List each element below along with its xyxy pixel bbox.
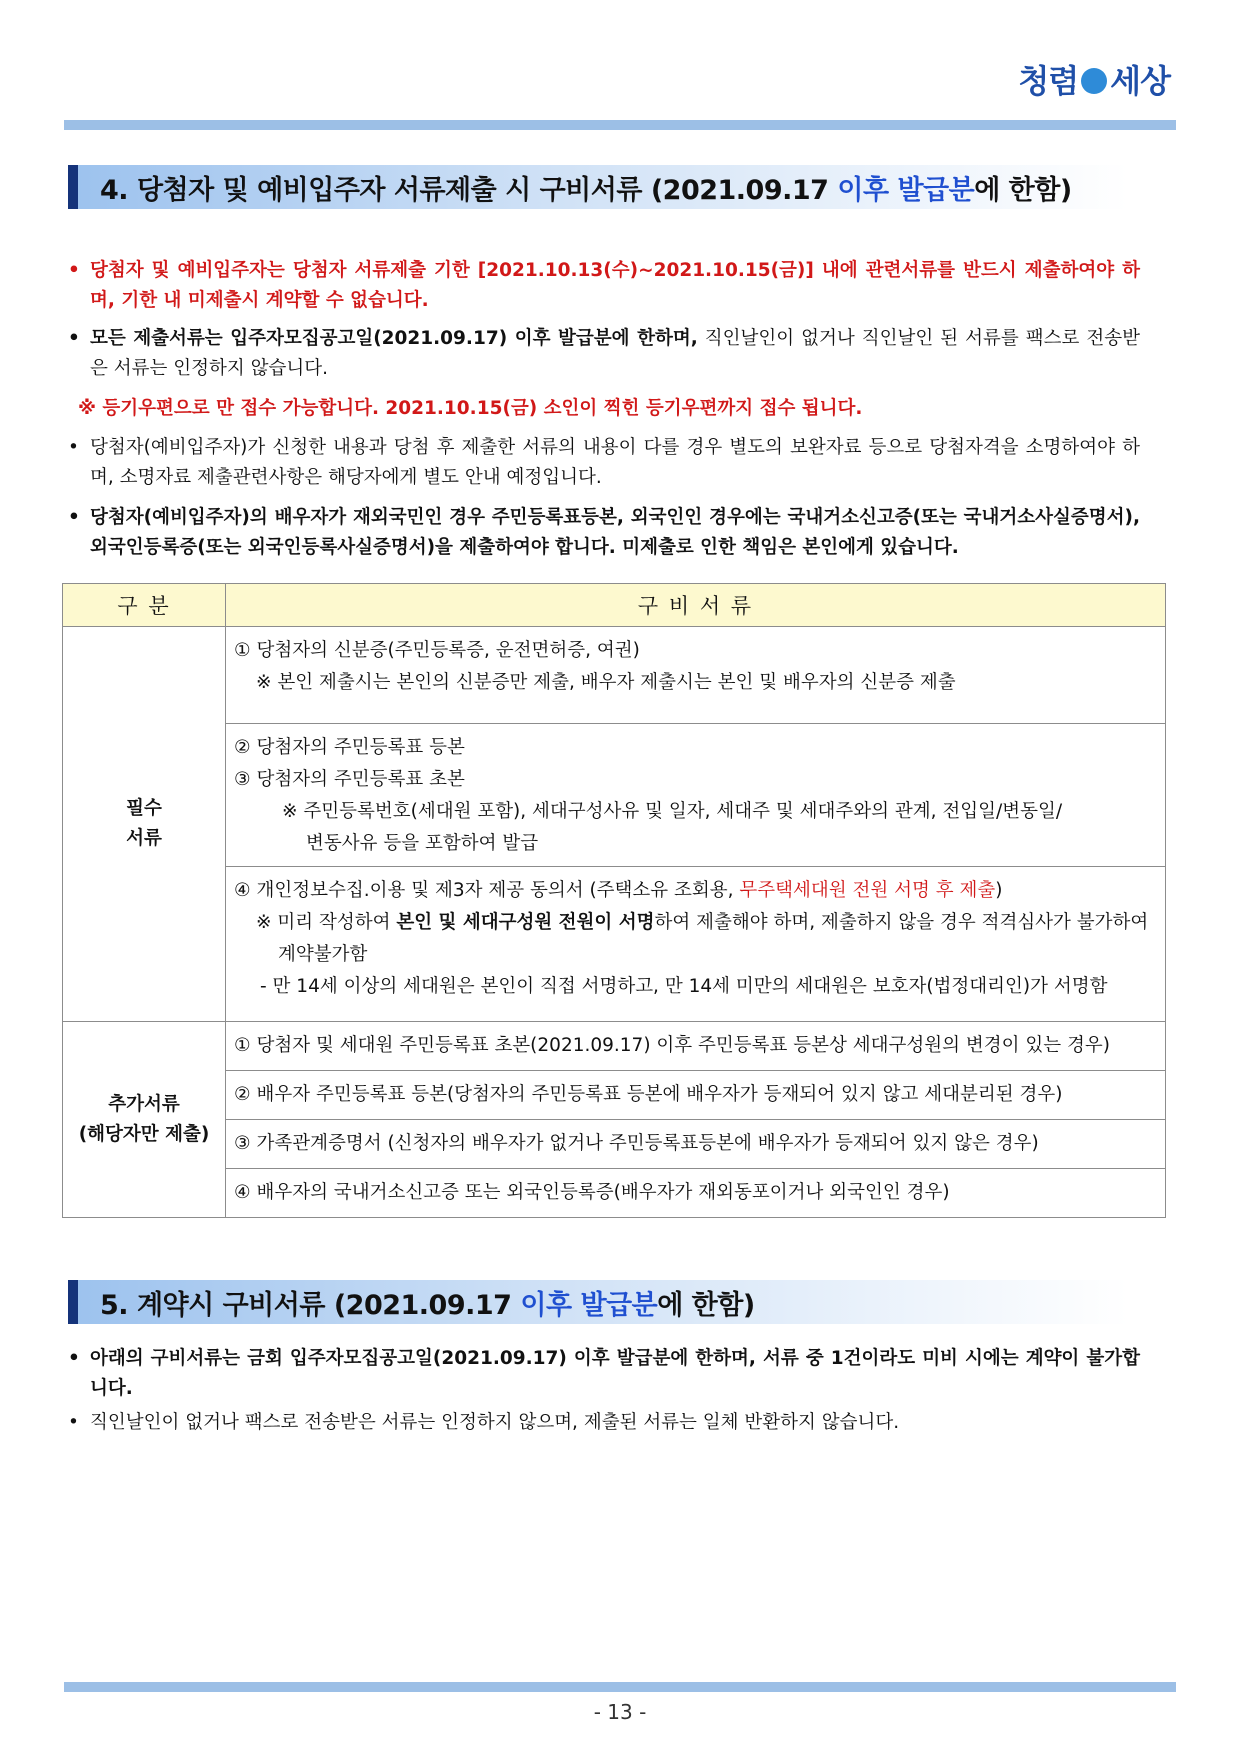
additional-row-4: ④ 배우자의 국내거소신고증 또는 외국인등록증(배우자가 재외동포이거나 외국인인 경우) bbox=[226, 1169, 1166, 1218]
bullet-contract-docs: • 아래의 구비서류는 금회 입주자모집공고일(2021.09.17) 이후 발급분에 한하며, 서류 중 1건이라도 미비 시에는 계약이 불가합니다. bbox=[68, 1344, 1140, 1404]
section-4-heading bbox=[68, 165, 1128, 209]
bullet-no-return-text: 직인날인이 없거나 팩스로 전송받은 서류는 인정하지 않으며, 제출된 서류는 일체 반환하지 않습니다. bbox=[90, 1412, 900, 1433]
table-row bbox=[63, 627, 1166, 724]
bottom-divider bbox=[64, 1682, 1176, 1692]
note-registered-mail bbox=[68, 394, 1140, 424]
required-category: 필수 서류 bbox=[63, 627, 226, 1022]
bullet-discrepancy-text: 당첨자(예비입주자)가 신청한 내용과 당첨 후 제출한 서류의 내용이 다를 경우 별도의 보완자료 등으로 당첨자격을 소명하여야 하며, 소명자료 제출관련사항은 해당자에게 별도 안내 예정입니다. bbox=[90, 437, 1140, 488]
required-consent-cell: ④ 개인정보수집.이용 및 제3자 제공 동의서 (주택소유 조회용, 무주택세대원 전원 서명 후 제출) ※ 미리 작성하여 본인 및 세대구성원 전원이 서명하여 제출해야 하며, 제출하지 않을 경우 적격심사가 불가하여 계약불가함 - 만 14세 이상의 세대원은 본인이 직접 서명하고, 만 14세 미만의 세대원은 보호자(법정대리인)가 서명함 bbox=[226, 867, 1166, 1022]
page-number: - 13 - bbox=[593, 1700, 647, 1724]
section-5-heading bbox=[68, 1280, 1128, 1324]
bullet-spouse-documents-text: 당첨자(예비입주자)의 배우자가 재외국민인 경우 주민등록표등본, 외국인인 경우에는 국내거소신고증(또는 국내거소사실증명서), 외국인등록증(또는 외국인등록사실증명서)을 제출하여야 합니다. 미제출로 인한 책임은 본인에게 있습니다. bbox=[90, 507, 1140, 558]
bullet-contract-docs-text: 아래의 구비서류는 금회 입주자모집공고일(2021.09.17) 이후 발급분에 한하며, 서류 중 1건이라도 미비 시에는 계약이 불가합니다. bbox=[90, 1348, 1140, 1399]
logo-text-b: 세상 bbox=[1110, 62, 1170, 100]
top-divider bbox=[64, 120, 1176, 130]
table-row bbox=[63, 1120, 1166, 1169]
heading-marker bbox=[68, 165, 78, 209]
logo-mark-icon bbox=[1081, 68, 1107, 94]
section-5-title: 5. 계약시 구비서류 (2021.09.17 이후 발급분에 한함) bbox=[100, 1289, 755, 1321]
header-documents: 구 비 서 류 bbox=[226, 584, 1166, 627]
table-row bbox=[63, 1071, 1166, 1120]
bullet-issue-date-text: 모든 제출서류는 입주자모집공고일(2021.09.17) 이후 발급분에 한하며, 직인날인이 없거나 직인날인 된 서류를 팩스로 전송받은 서류는 인정하지 않습니다. bbox=[90, 328, 1140, 379]
bullet-spouse-documents: • 당첨자(예비입주자)의 배우자가 재외국민인 경우 주민등록표등본, 외국인인 경우에는 국내거소신고증(또는 국내거소사실증명서), 외국인등록증(또는 외국인등록사실증명서)을 제출하여야 합니다. 미제출로 인한 책임은 본인에게 있습니다. bbox=[68, 503, 1140, 563]
table-row bbox=[63, 1022, 1166, 1071]
bullet-issue-date: • 모든 제출서류는 입주자모집공고일(2021.09.17) 이후 발급분에 한하며, 직인날인이 없거나 직인날인 된 서류를 팩스로 전송받은 서류는 인정하지 않습니다. bbox=[68, 324, 1140, 384]
bullet-deadline-text: 당첨자 및 예비입주자는 당첨자 서류제출 기한 [2021.10.13(수)~2021.10.15(금)] 내에 관련서류를 반드시 제출하여야 하며, 기한 내 미제출시 계약할 수 없습니다. bbox=[90, 260, 1140, 311]
table-row bbox=[63, 867, 1166, 1022]
required-id-cell: ① 당첨자의 신분증(주민등록증, 운전면허증, 여권) ※ 본인 제출시는 본인의 신분증만 제출, 배우자 제출시는 본인 및 배우자의 신분증 제출 bbox=[226, 627, 1166, 724]
bullet-no-return: • 직인날인이 없거나 팩스로 전송받은 서류는 인정하지 않으며, 제출된 서류는 일체 반환하지 않습니다. bbox=[68, 1408, 1140, 1438]
table-row bbox=[63, 724, 1166, 867]
additional-row-2: ② 배우자 주민등록표 등본(당첨자의 주민등록표 등본에 배우자가 등재되어 있지 않고 세대분리된 경우) bbox=[226, 1071, 1166, 1120]
table-row bbox=[63, 1169, 1166, 1218]
additional-row-1: ① 당첨자 및 세대원 주민등록표 초본(2021.09.17) 이후 주민등록표 등본상 세대구성원의 변경이 있는 경우) bbox=[226, 1022, 1166, 1071]
bullet-discrepancy: • 당첨자(예비입주자)가 신청한 내용과 당첨 후 제출한 서류의 내용이 다를 경우 별도의 보완자료 등으로 당첨자격을 소명하여야 하며, 소명자료 제출관련사항은 해당자에게 별도 안내 예정입니다. bbox=[68, 433, 1140, 493]
additional-category: 추가서류 (해당자만 제출) bbox=[63, 1022, 226, 1218]
header-category: 구 분 bbox=[63, 584, 226, 627]
additional-row-3: ③ 가족관계증명서 (신청자의 배우자가 없거나 주민등록표등본에 배우자가 등재되어 있지 않은 경우) bbox=[226, 1120, 1166, 1169]
required-resident-cell: ② 당첨자의 주민등록표 등본 ③ 당첨자의 주민등록표 초본 ※ 주민등록번호(세대원 포함), 세대구성사유 및 일자, 세대주 및 세대주와의 관계, 전입일/변동일/ 변동사유 등을 포함하여 발급 bbox=[226, 724, 1166, 867]
table-header-row bbox=[63, 584, 1166, 627]
bullet-deadline: • 당첨자 및 예비입주자는 당첨자 서류제출 기한 [2021.10.13(수)~2021.10.15(금)] 내에 관련서류를 반드시 제출하여야 하며, 기한 내 미제출시 계약할 수 없습니다. bbox=[68, 256, 1140, 316]
section-4-title: 4. 당첨자 및 예비입주자 서류제출 시 구비서류 (2021.09.17 이후 발급분에 한함) bbox=[100, 174, 1072, 206]
note-registered-mail-text: ※ 등기우편으로 만 접수 가능합니다. 2021.10.15(금) 소인이 찍힌 등기우편까지 접수 됩니다. bbox=[78, 398, 863, 419]
logo-text-a: 청렴 bbox=[1018, 62, 1079, 100]
documents-table bbox=[62, 583, 1166, 1218]
heading-marker bbox=[68, 1280, 78, 1324]
logo bbox=[1018, 52, 1170, 106]
